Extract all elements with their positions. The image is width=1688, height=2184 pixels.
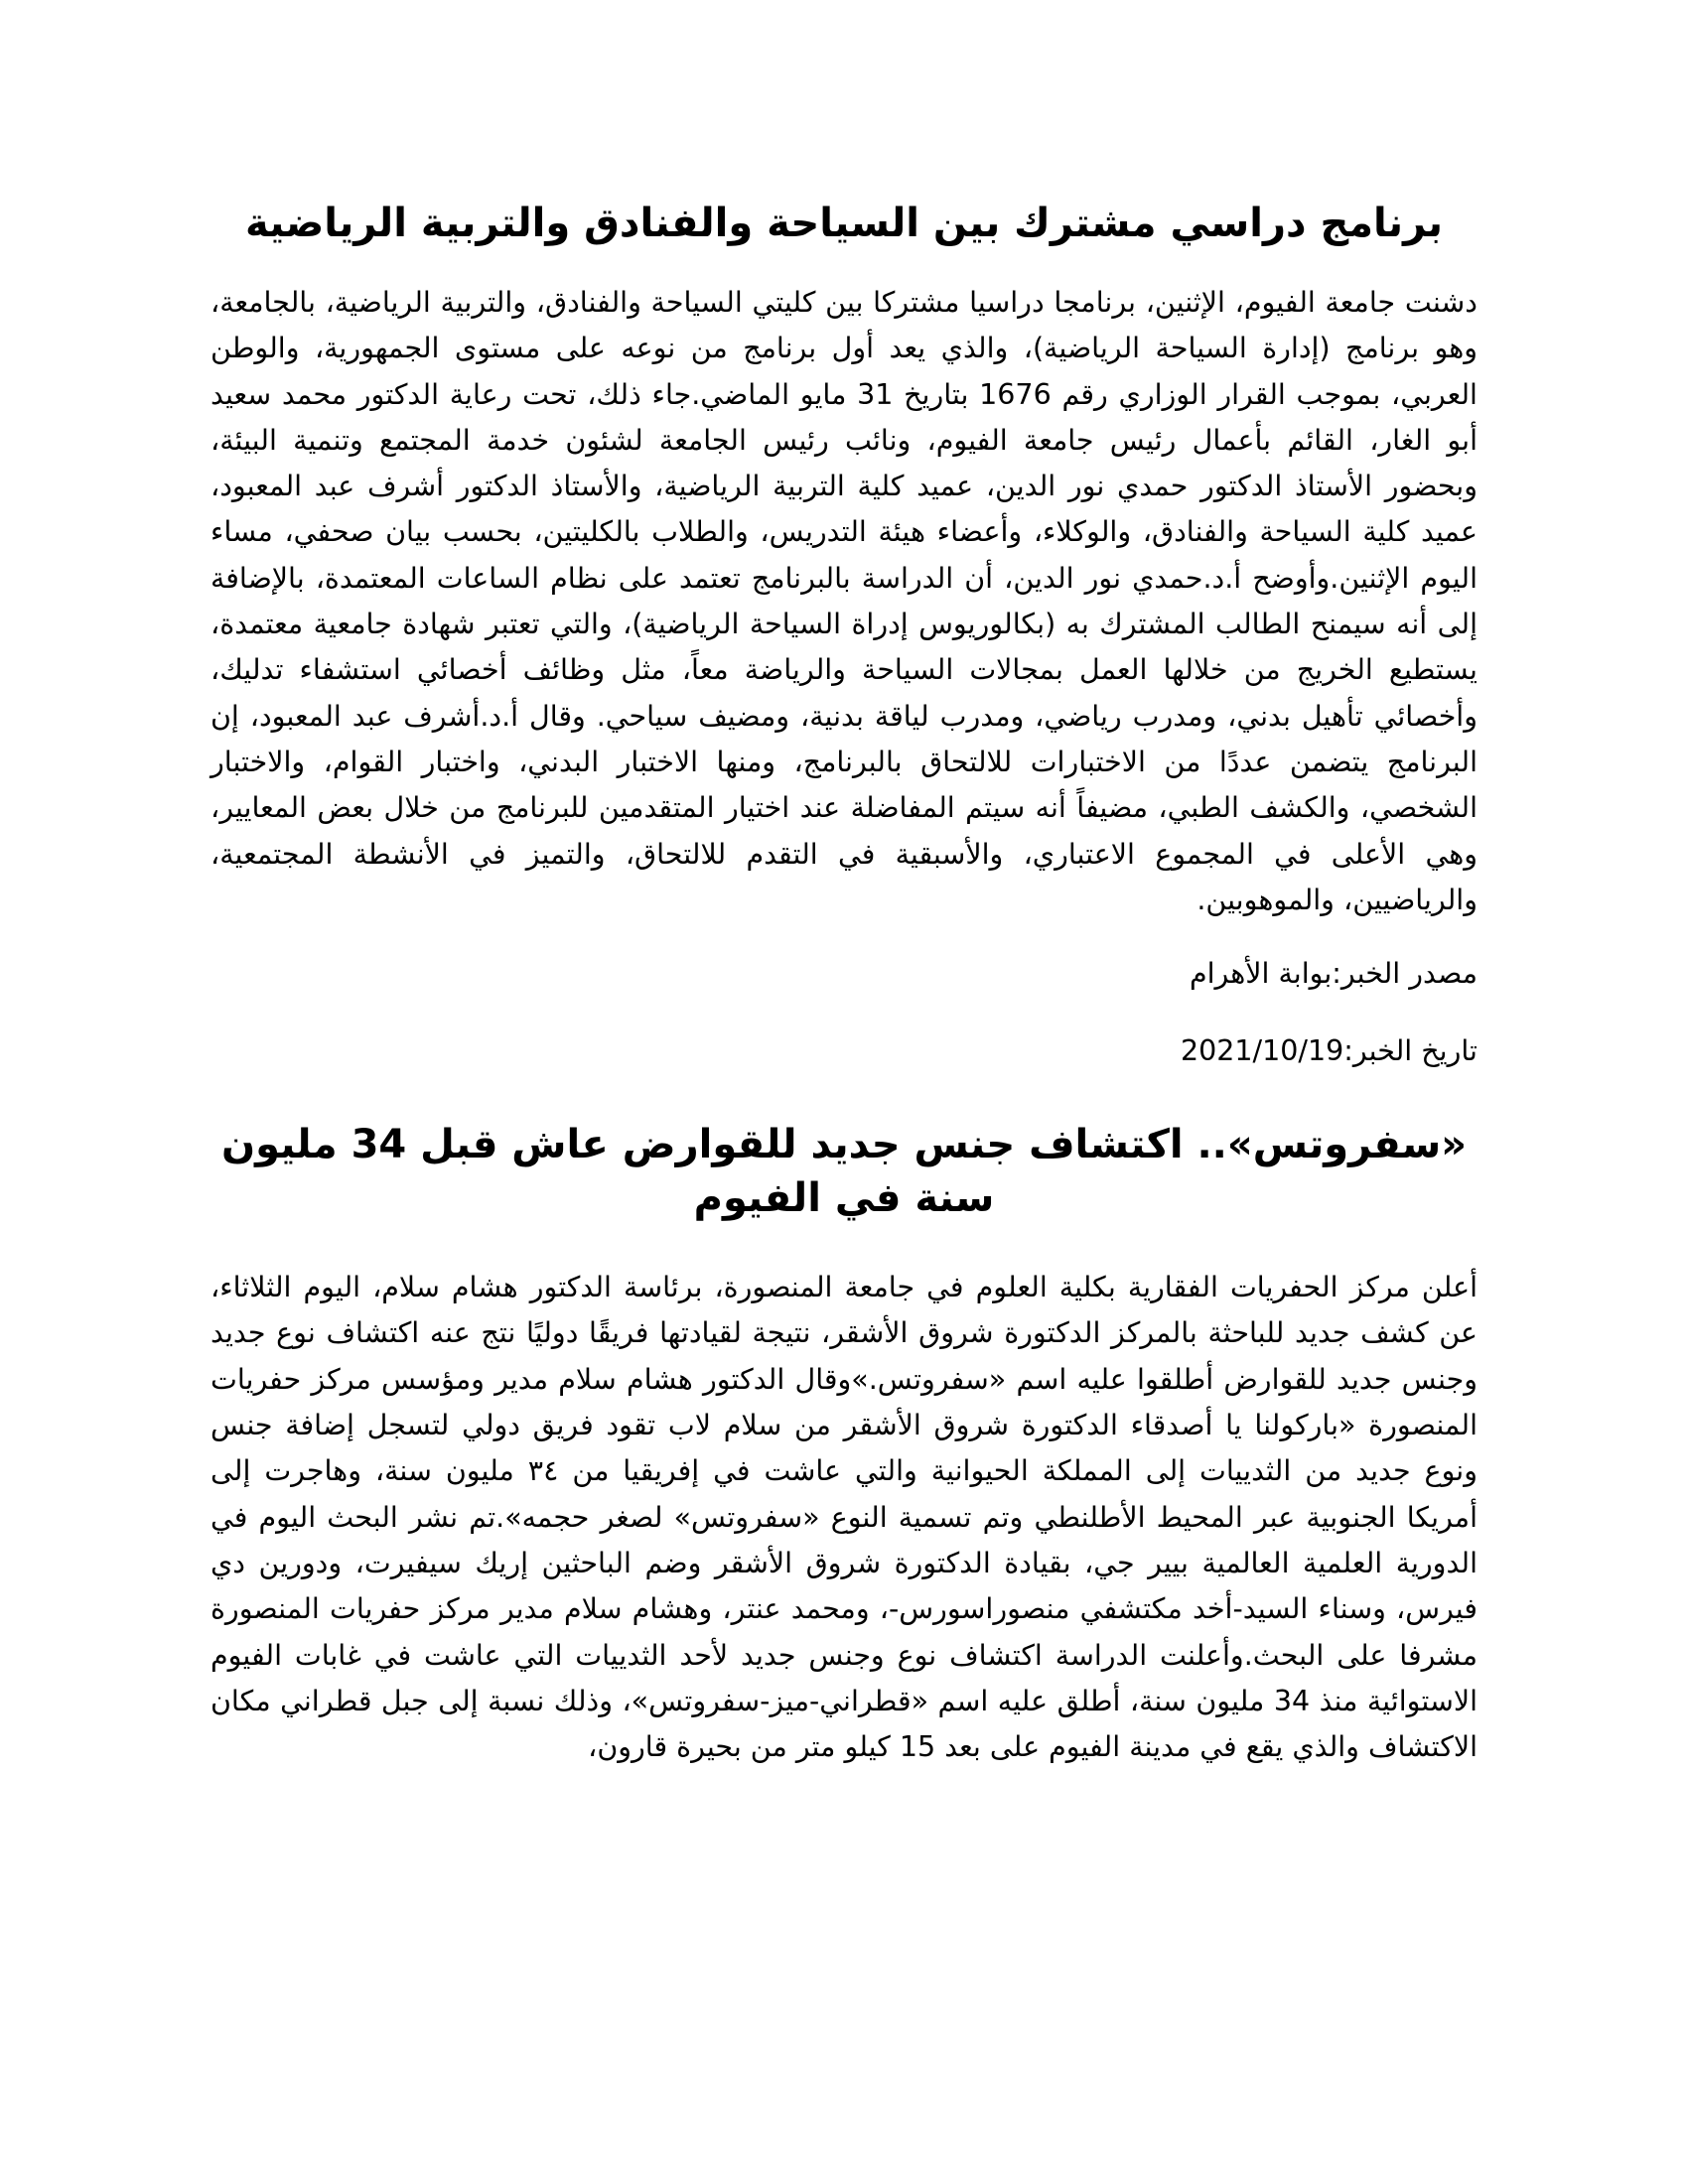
- news-source-line: [211, 951, 1477, 997]
- news-source-value: بوابة الأهرام: [1189, 957, 1333, 991]
- article-2-title: «سفروتس».. اكتشاف جنس جديد للقوارض عاش قبل 34 مليون سنة في الفيوم: [220, 1122, 1467, 1222]
- article-1-title: برنامج دراسي مشترك بين السياحة والفنادق والتربية الرياضية: [245, 201, 1443, 246]
- article-1-body: دشنت جامعة الفيوم، الإثنين، برنامجا دراسيا مشتركا بين كليتي السياحة والفنادق، والتربية الرياضية، بالجامعة، وهو برنامج (إدارة السياحة الرياضية)، والذي يعد أول برنامج من نوعه على مستوى الجمهورية، والوطن العربي، بموجب القرار الوزاري رقم 1676 بتاريخ 31 مايو الماضي.جاء ذلك، تحت رعاية الدكتور محمد سعيد أبو الغار، القائم بأعمال رئيس جامعة الفيوم، ونائب رئيس الجامعة لشئون خدمة المجتمع وتنمية البيئة، وبحضور الأستاذ الدكتور حمدي نور الدين، عميد كلية التربية الرياضية، والأستاذ الدكتور أشرف عبد المعبود، عميد كلية السياحة والفنادق، والوكلاء، وأعضاء هيئة التدريس، والطلاب بالكليتين، بحسب بيان صحفي، مساء اليوم الإثنين.وأوضح أ.د.حمدي نور الدين، أن الدراسة بالبرنامج تعتمد على نظام الساعات المعتمدة، بالإضافة إلى أنه سيمنح الطالب المشترك به (بكالوريوس إدراة السياحة الرياضية)، والتي تعتبر شهادة جامعية معتمدة، يستطيع الخريج من خلالها العمل بمجالات السياحة والرياضة معاً، مثل وظائف أخصائي استشفاء تدليك، وأخصائي تأهيل بدني، ومدرب رياضي، ومدرب لياقة بدنية، ومضيف سياحي. وقال أ.د.أشرف عبد المعبود، إن البرنامج يتضمن عددًا من الاختبارات للالتحاق بالبرنامج، ومنها الاختبار البدني، واختبار القوام، والاختبار الشخصي، والكشف الطبي، مضيفاً أنه سيتم المفاضلة عند اختيار المتقدمين للبرنامج من خلال بعض المعايير، وهي الأعلى في المجموع الاعتباري، والأسبقية في التقدم للالتحاق، والتميز في الأنشطة المجتمعية، والرياضيين، والموهوبين.: [211, 286, 1477, 916]
- news-source-label: مصدر الخبر:: [1332, 957, 1477, 991]
- news-date-value: 2021/10/19: [1181, 1034, 1344, 1068]
- news-date-line: [211, 1028, 1477, 1074]
- article-2-body: أعلن مركز الحفريات الفقارية بكلية العلوم في جامعة المنصورة، برئاسة الدكتور هشام سلام، اليوم الثلاثاء، عن كشف جديد للباحثة بالمركز الدكتورة شروق الأشقر، نتيجة لقيادتها فريقًا دوليًا نتج عنه اكتشاف نوع جديد وجنس جديد للقوارض أطلقوا عليه اسم «سفروتس.»وقال الدكتور هشام سلام مدير ومؤسس مركز حفريات المنصورة «باركولنا يا أصدقاء الدكتورة شروق الأشقر من سلام لاب تقود فريق دولي لتسجل إضافة جنس ونوع جديد من الثدييات إلى المملكة الحيوانية والتي عاشت في إفريقيا من ٣٤ مليون سنة، وهاجرت إلى أمريكا الجنوبية عبر المحيط الأطلنطي وتم تسمية النوع «سفروتس» لصغر حجمه».تم نشر البحث اليوم في الدورية العلمية العالمية بيير جي، بقيادة الدكتورة شروق الأشقر وضم الباحثين إريك سيفيرت، ودورين دي فيرس، وسناء السيد-أخد مكتشفي منصوراسورس-، ومحمد عنتر، وهشام سلام مدير مركز حفريات المنصورة مشرفا على البحث.وأعلنت الدراسة اكتشاف نوع وجنس جديد لأحد الثدييات التي عاشت في غابات الفيوم الاستوائية منذ 34 مليون سنة، أطلق عليه اسم «قطراني-ميز-سفروتس»، وذلك نسبة إلى جبل قطراني مكان الاكتشاف والذي يقع في مدينة الفيوم على بعد 15 كيلو متر من بحيرة قارون،: [211, 1271, 1477, 1764]
- news-date-label: تاريخ الخبر:: [1343, 1034, 1477, 1068]
